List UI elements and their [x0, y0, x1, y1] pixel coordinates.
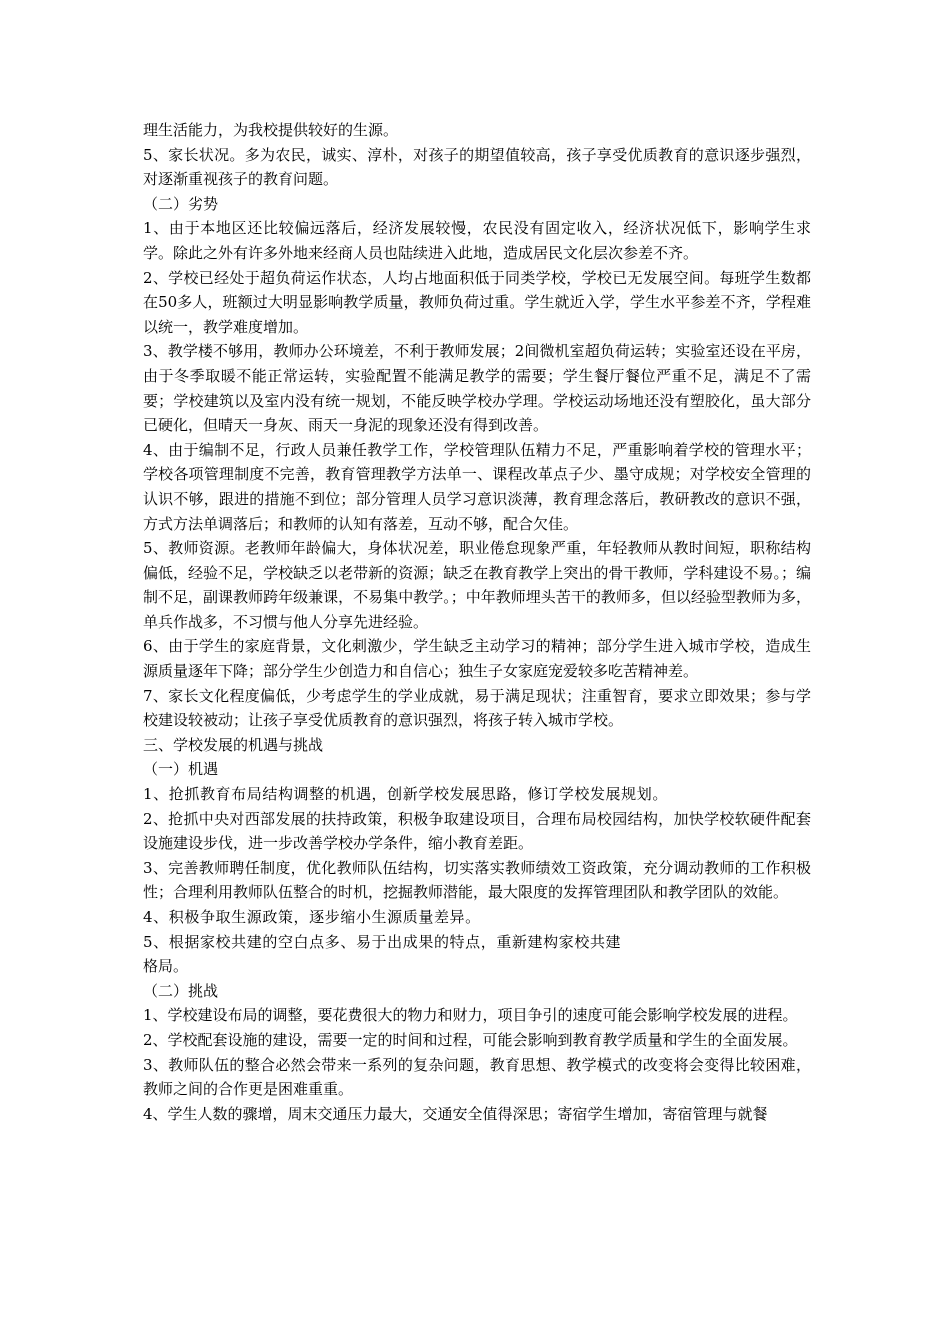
paragraph-challenge-1: 1、学校建设布局的调整，要花费很大的物力和财力，项目争引的速度可能会影响学校发展的进程。 — [143, 1006, 798, 1025]
paragraph-weakness-1: 1、由于本地区还比较偏远落后，经济发展较慢，农民没有固定收入，经济状况低下，影响学生求学。除此之外有许多外地来经商人员也陆续进入此地，造成居民文化层次参差不齐。 — [143, 219, 811, 262]
paragraph-opportunity-4: 4、积极争取生源政策，逐步缩小生源质量差异。 — [143, 908, 481, 926]
paragraph-opportunity-5-continued: 格局。 — [143, 957, 189, 976]
paragraph-continuation: 理生活能力，为我校提供较好的生源。 — [143, 121, 399, 139]
document-body — [143, 118, 811, 1126]
paragraph-challenge-4: 4、学生人数的骤增，周末交通压力最大，交通安全值得深思；寄宿学生增加，寄宿管理与就餐 — [143, 1104, 768, 1123]
paragraph-opportunity-3: 3、完善教师聘任制度，优化教师队伍结构，切实落实教师绩效工资政策，充分调动教师的工作积极性；合理利用教师队伍整合的时机，挖掘教师潜能，最大限度的发挥管理团队和教学团队的效能。 — [143, 858, 811, 902]
paragraph-weakness-2: 2、学校已经处于超负荷运作状态，人均占地面积低于同类学校，学校已无发展空间。每班学生数都在50多人，班额过大明显影响教学质量，教师负荷过重。学生就近入学，学生水平参差不齐，学程难以统一，教学难度增加。 — [143, 268, 811, 336]
paragraph-challenge-2: 2、学校配套设施的建设，需要一定的时间和过程，可能会影响到教育教学质量和学生的全面发展。 — [143, 1030, 798, 1049]
heading-opportunities: （一）机遇 — [143, 760, 219, 779]
paragraph-opportunity-2: 2、抢抓中央对西部发展的扶持政策，积极争取建设项目，合理布局校园结构，加快学校软硬件配套设施建设步伐，进一步改善学校办学条件，缩小教育差距。 — [143, 809, 811, 853]
paragraph-weakness-6: 6、由于学生的家庭背景，文化刺激少，学生缺乏主动学习的精神；部分学生进入城市学校，造成生源质量逐年下降；部分学生少创造力和自信心；独生子女家庭宠爱较多吃苦精神差。 — [143, 637, 811, 681]
paragraph-opportunity-5: 5、根据家校共建的空白点多、易于出成果的特点，重新建构家校共建 — [143, 932, 622, 951]
section-heading-opportunities-challenges: 三、学校发展的机遇与挑战 — [143, 735, 324, 754]
heading-weaknesses: （二）劣势 — [143, 194, 219, 213]
paragraph-weakness-5: 5、教师资源。老教师年龄偏大，身体状况差，职业倦怠现象严重，年轻教师从教时间短，职称结构偏低，经验不足，学校缺乏以老带新的资源；缺乏在教育教学上突出的骨干教师，学科建设不易。；编制不足，副课教师跨年级兼课，不易集中教学。；中年教师埋头苦干的教师多，但以经验型教师为多，单兵作战多，不习惯与他人分享先进经验。 — [143, 539, 811, 631]
paragraph-weakness-7: 7、家长文化程度偏低，少考虑学生的学业成就，易于满足现状；注重智育，要求立即效果；参与学校建设较被动；让孩子享受优质教育的意识强烈，将孩子转入城市学校。 — [143, 686, 811, 730]
paragraph-challenge-3: 3、教师队伍的整合必然会带来一系列的复杂问题，教育思想、教学模式的改变将会变得比较困难，教师之间的合作更是困难重重。 — [143, 1055, 811, 1099]
paragraph-weakness-3: 3、教学楼不够用，教师办公环境差，不利于教师发展；2间微机室超负荷运转；实验室还设在平房，由于冬季取暖不能正常运转，实验配置不能满足教学的需要；学生餐厅餐位严重不足，满足不了需要；学校建筑以及室内没有统一规划，不能反映学校办学理。学校运动场地还没有塑胶化，虽大部分已硬化，但晴天一身灰、雨天一身泥的现象还没有得到改善。 — [143, 342, 811, 435]
heading-challenges: （二）挑战 — [143, 981, 219, 1000]
paragraph-opportunity-1: 1、抢抓教育布局结构调整的机遇，创新学校发展思路，修订学校发展规划。 — [143, 785, 668, 804]
paragraph-parent-status: 5、家长状况。多为农民，诚实、淳朴，对孩子的期望值较高，孩子享受优质教育的意识逐步强烈，对逐渐重视孩子的教育问题。 — [143, 145, 811, 189]
paragraph-weakness-4: 4、由于编制不足，行政人员兼任教学工作，学校管理队伍精力不足，严重影响着学校的管理水平；学校各项管理制度不完善，教育管理教学方法单一、课程改革点子少、墨守成规；对学校安全管理的认识不够，跟进的措施不到位；部分管理人员学习意识淡薄，教育理念落后，教研教改的意识不强，方式方法单调落后；和教师的认知有落差，互动不够，配合欠佳。 — [143, 440, 811, 533]
